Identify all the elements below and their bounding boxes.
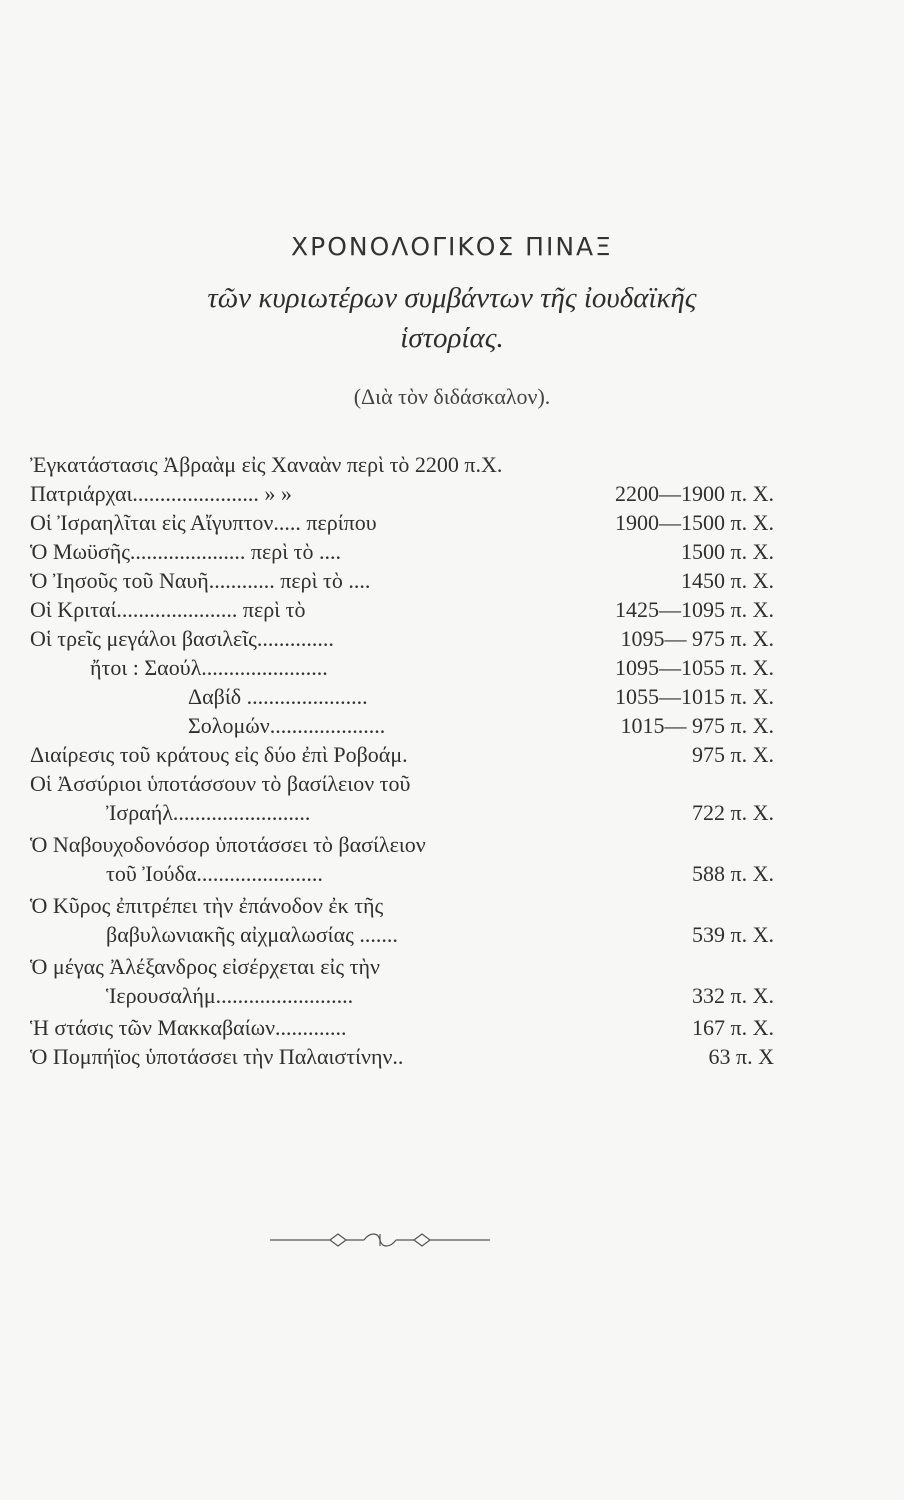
event-text: Σολομών..................... xyxy=(188,713,386,738)
event-text: Ἱερουσαλήμ......................... xyxy=(106,983,354,1008)
event-date: 1425—1095 π. Χ. xyxy=(615,597,774,622)
event-date: 167 π. Χ. xyxy=(692,1015,774,1040)
event-date: 1900—1500 π. Χ. xyxy=(615,510,774,535)
chronology-row xyxy=(30,682,774,711)
event-date: 1095— 975 π. Χ. xyxy=(620,626,774,651)
event-text: Οἱ Ἀσσύριοι ὑποτάσσουν τὸ βασίλειον τοῦ xyxy=(30,771,411,796)
teacher-note: (Διὰ τὸν διδάσκαλον). xyxy=(353,384,551,409)
chronology-row xyxy=(30,981,774,1013)
event-date: 1015— 975 π. Χ. xyxy=(620,713,774,738)
event-text: Ὁ Ναβουχοδονόσορ ὑποτάσσει τὸ βασίλειον xyxy=(30,832,426,857)
event-text: τοῦ Ἰούδα....................... xyxy=(106,861,323,886)
event-date: 975 π. Χ. xyxy=(692,742,774,767)
event-date: 2200—1900 π. Χ. xyxy=(615,481,774,506)
event-text: Ἐγκατάστασις Ἀβραὰμ εἰς Χαναὰν περὶ τὸ 2200 π.Χ. xyxy=(30,452,503,477)
chronology-row xyxy=(30,595,774,624)
chronology-row xyxy=(30,830,774,859)
chronology-table xyxy=(30,450,774,1071)
event-text: βαβυλωνιακῆς αἰχμαλωσίας ....... xyxy=(106,922,398,947)
chronology-row xyxy=(30,450,774,479)
event-date: 539 π. Χ. xyxy=(692,922,774,947)
event-text: Ὁ Κῦρος ἐπιτρέπει τὴν ἐπάνοδον ἐκ τῆς xyxy=(30,893,384,918)
event-date: 63 π. Χ xyxy=(708,1044,774,1069)
chronology-row xyxy=(30,624,774,653)
event-date: 588 π. Χ. xyxy=(692,861,774,886)
event-text: Διαίρεσις τοῦ κράτους εἰς δύο ἐπὶ Ροβοάμ. xyxy=(30,742,408,767)
event-date: 1095—1055 π. Χ. xyxy=(615,655,774,680)
event-text: Ὁ μέγας Ἀλέξανδρος εἰσέρχεται εἰς τὴν xyxy=(30,954,380,979)
chronology-row xyxy=(30,740,774,769)
subtitle-line-2: ἱστορίας. xyxy=(400,322,504,354)
chronology-row xyxy=(30,566,774,595)
decorative-ornament xyxy=(270,1228,490,1252)
event-text: Ἡ στάσις τῶν Μακκαβαίων............. xyxy=(30,1015,347,1040)
event-text: Οἱ Ἰσραηλῖται εἰς Αἴγυπτον..... περίπου xyxy=(30,510,377,535)
chronology-row xyxy=(30,1042,774,1071)
chronology-row xyxy=(30,653,774,682)
event-text: Οἱ Κριταί...................... περὶ τὸ xyxy=(30,597,306,622)
chronology-row xyxy=(30,479,774,508)
chronology-row xyxy=(30,508,774,537)
event-date: 1450 π. Χ. xyxy=(681,568,774,593)
chronology-row xyxy=(30,891,774,920)
chronology-row xyxy=(30,711,774,740)
page-title: ΧΡΟΝΟΛΟΓΙΚΟΣ ΠΙΝΑΞ xyxy=(291,232,613,261)
event-text: Ὁ Πομπήϊος ὑποτάσσει τὴν Παλαιστίνην.. xyxy=(30,1044,404,1069)
event-date: 1055—1015 π. Χ. xyxy=(615,684,774,709)
event-date: 1500 π. Χ. xyxy=(681,539,774,564)
event-text: ἤτοι : Σαούλ....................... xyxy=(90,655,328,680)
event-text: Πατριάρχαι....................... » » xyxy=(30,481,292,506)
chronology-row xyxy=(30,798,774,830)
event-text: Οἱ τρεῖς μεγάλοι βασιλεῖς.............. xyxy=(30,626,334,651)
event-date: 332 π. Χ. xyxy=(692,983,774,1008)
event-text: Δαβίδ ...................... xyxy=(188,684,368,709)
chronology-row xyxy=(30,769,774,798)
chronology-row xyxy=(30,859,774,891)
event-date: 722 π. Χ. xyxy=(692,800,774,825)
chronology-row xyxy=(30,537,774,566)
event-text: Ὁ Ἰησοῦς τοῦ Ναυῆ............ περὶ τὸ .... xyxy=(30,568,371,593)
event-text: Ὁ Μωϋσῆς..................... περὶ τὸ .... xyxy=(30,539,341,564)
event-text: Ἰσραήλ......................... xyxy=(106,800,311,825)
chronology-row xyxy=(30,952,774,981)
chronology-row xyxy=(30,920,774,952)
chronology-row xyxy=(30,1013,774,1042)
subtitle-line-1: τῶν κυριωτέρων συμβάντων τῆς ἰουδαϊκῆς xyxy=(207,282,697,314)
